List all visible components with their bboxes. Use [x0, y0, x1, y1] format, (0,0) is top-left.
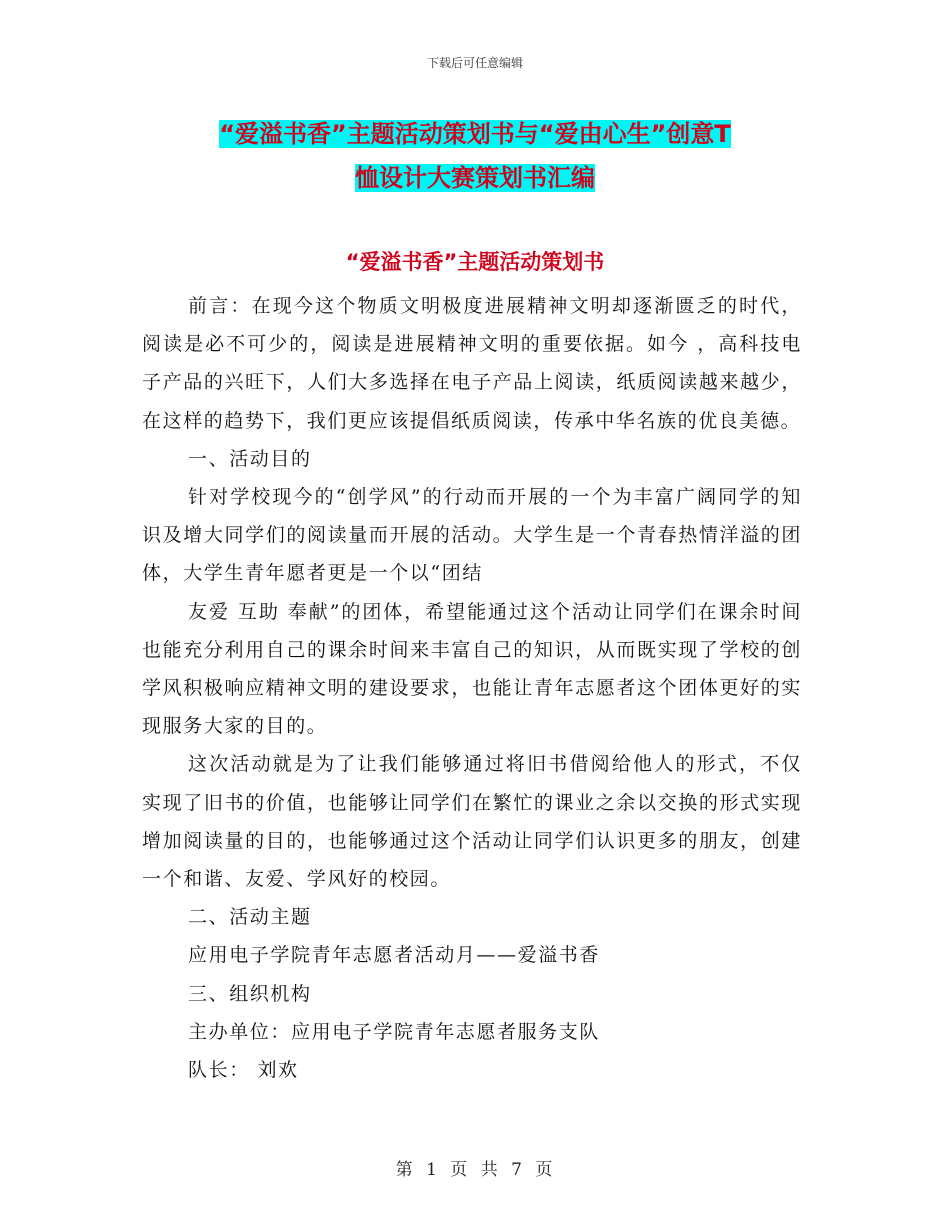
document-title-line-2: 恤设计大赛策划书汇编 [355, 164, 595, 192]
team-leader-line: 队长： 刘欢 [188, 1059, 299, 1082]
purpose-paragraph-1: 针对学校现今的“创学风”的行动而开展的一个为丰富广阔同学的知识及增大同学们的阅读量而开展的活动。大学生是一个青春热情洋溢的团体，大学生青年愿者更是一个以“团结 [142, 486, 802, 585]
document-title [150, 112, 800, 200]
heading-activity-theme: 二、活动主题 [188, 906, 312, 929]
purpose-paragraph-2: 友爱 互助 奉献”的团体，希望能通过这个活动让同学们在课余时间也能充分利用自己的课余时间来丰富自己的知识，从而既实现了学校的创学风积极响应精神文明的建设要求，也能让青年志愿者这个团体更好的实现服务大家的目的。 [142, 600, 802, 738]
organizer-line: 主办单位：应用电子学院青年志愿者服务支队 [188, 1020, 601, 1043]
purpose-paragraph-3: 这次活动就是为了让我们能够通过将旧书借阅给他人的形式，不仅实现了旧书的价值，也能够让同学们在繁忙的课业之余以交换的形式实现增加阅读量的目的，也能够通过这个活动让同学们认识更多的朋友，创建一个和谐、友爱、学风好的校园。 [142, 753, 802, 891]
page-number-footer: 第 1 页 共 7 页 [395, 1160, 555, 1180]
document-body [142, 287, 802, 1089]
heading-organization: 三、组织机构 [188, 982, 312, 1005]
document-title-line-1: “爱溢书香”主题活动策划书与“爱由心生”创意T [219, 120, 731, 148]
heading-activity-purpose: 一、活动目的 [188, 447, 312, 470]
activity-theme-text: 应用电子学院青年志愿者活动月——爱溢书香 [188, 944, 601, 967]
page-header-note: 下载后可任意编辑 [426, 56, 523, 70]
section-title: “爱溢书香”主题活动策划书 [345, 250, 605, 274]
preface-paragraph: 前言：在现今这个物质文明极度进展精神文明却逐渐匮乏的时代，阅读是必不可少的，阅读是进展精神文明的重要依据。如今 ，高科技电子产品的兴旺下，人们大多选择在电子产品上阅读，纸质阅读越来越少，在这样的趋势下，我们更应该提倡纸质阅读，传承中华名族的优良美德。 [142, 295, 802, 432]
